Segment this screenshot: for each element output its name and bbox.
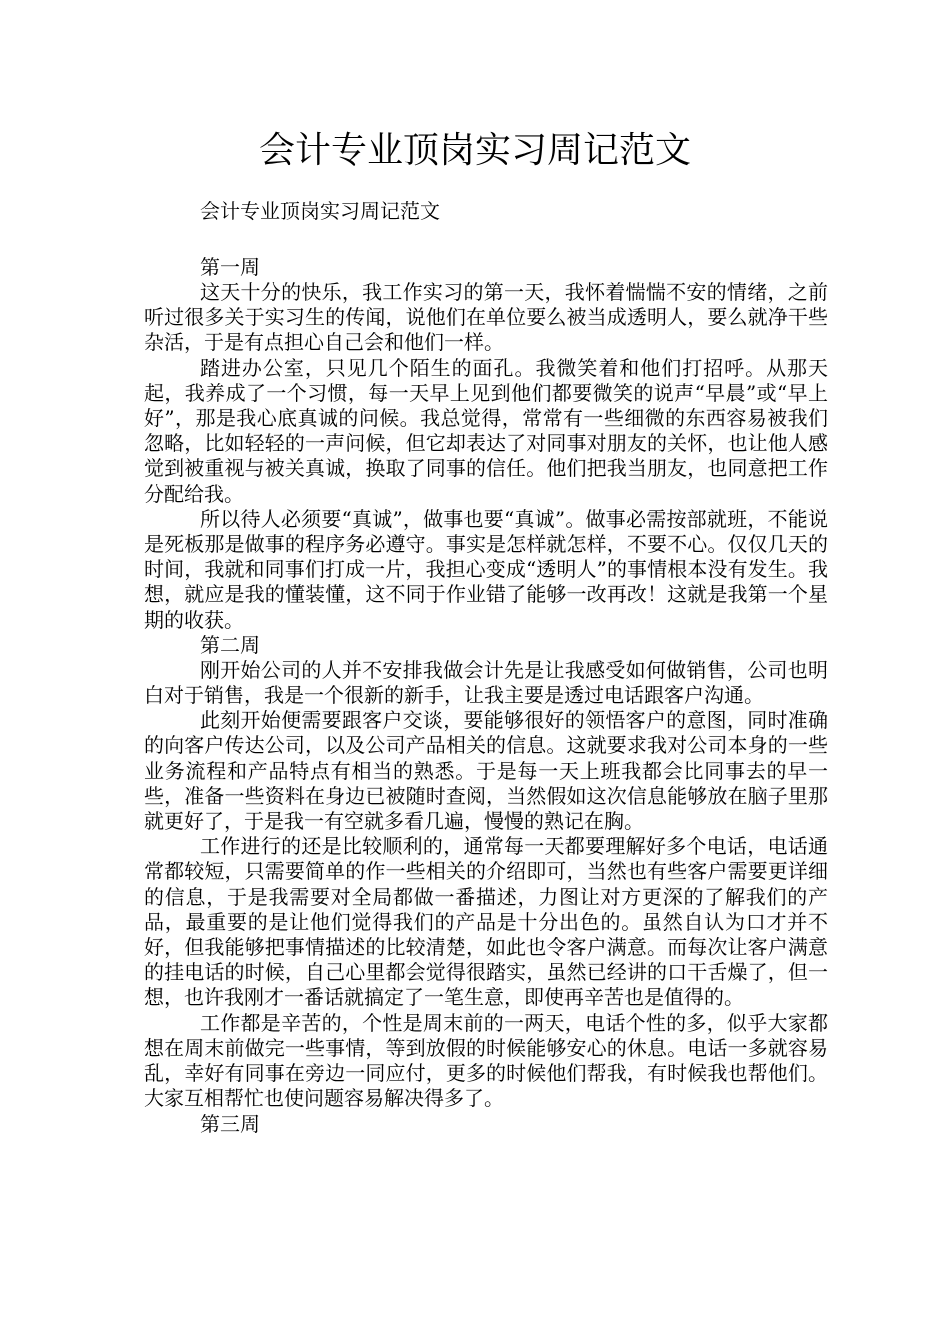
week-two-paragraph-3: 工作进行的还是比较顺利的，通常每一天都要理解好多个电话，电话通常都较短，只需要简单的作一些相关的介绍即可，当然也有些客户需要更详细的信息，于是我需要对全局都做一番描述，力图让对方更深的了解我们的产品，最重要的是让他们觉得我们的产品是十分出色的。虽然自认为口才并不好，但我能够把事情描述的比较清楚，如此也令客户满意。而每次让客户满意的挂电话的时候，自己心里都会觉得很踏实，虽然已经讲的口干舌燥了，但一想，也许我刚才一番话就搞定了一笔生意，即使再辛苦也是值得的。 (144, 834, 828, 1010)
document-body (144, 195, 828, 1137)
week-three-heading: 第三周 (200, 1111, 260, 1136)
week-one-paragraph-1: 这天十分的快乐，我工作实习的第一天，我怀着惴惴不安的情绪，之前听过很多关于实习生的传闻，说他们在单位要么被当成透明人，要么就净干些杂活，于是有点担心自己会和他们一样。 (144, 280, 828, 355)
week-two-paragraph-2: 此刻开始便需要跟客户交谈，要能够很好的领悟客户的意图，同时准确的向客户传达公司，以及公司产品相关的信息。这就要求我对公司本身的一些业务流程和产品特点有相当的熟悉。于是每一天上班我都会比同事去的早一些，准备一些资料在身边已被随时查阅，当然假如这次信息能够放在脑子里那就更好了，于是我一有空就多看几遍，慢慢的熟记在胸。 (144, 708, 828, 834)
week-two-heading: 第二周 (200, 632, 260, 657)
week-one-heading: 第一周 (200, 255, 260, 279)
document-subtitle: 会计专业顶岗实习周记范文 (200, 199, 440, 223)
week-one-paragraph-3: 所以待人必须要“真诚”，做事也要“真诚”。做事必需按部就班，不能说是死板那是做事的程序务必遵守。事实是怎样就怎样，不要不心。仅仅几天的时间，我就和同事们打成一片，我担心变成“透明人”的事情根本没有发生。我想，就应是我的懂装懂，这不同于作业错了能够一改再改！这就是我第一个星期的收获。 (144, 506, 828, 632)
document-title: 会计专业顶岗实习周记范文 (258, 130, 691, 171)
blank-line (144, 227, 828, 255)
week-two-paragraph-1: 刚开始公司的人并不安排我做会计先是让我感受如何做销售，公司也明白对于销售，我是一个很新的新手，让我主要是透过电话跟客户沟通。 (144, 657, 828, 708)
week-one-paragraph-2: 踏进办公室，只见几个陌生的面孔。我微笑着和他们打招呼。从那天起，我养成了一个习惯，每一天早上见到他们都要微笑的说声“早晨”或“早上好”，那是我心底真诚的问候。我总觉得，常常有一些细微的东西容易被我们忽略，比如轻轻的一声问候，但它却表达了对同事对朋友的关怀，也让他人感觉到被重视与被关真诚，换取了同事的信任。他们把我当朋友，也同意把工作分配给我。 (144, 355, 828, 506)
week-two-paragraph-4: 工作都是辛苦的，个性是周末前的一两天，电话个性的多，似乎大家都想在周末前做完一些事情，等到放假的时候能够安心的休息。电话一多就容易乱，幸好有同事在旁边一同应付，更多的时候他们帮我，有时候我也帮他们。大家互相帮忙也使问题容易解决得多了。 (144, 1010, 828, 1111)
